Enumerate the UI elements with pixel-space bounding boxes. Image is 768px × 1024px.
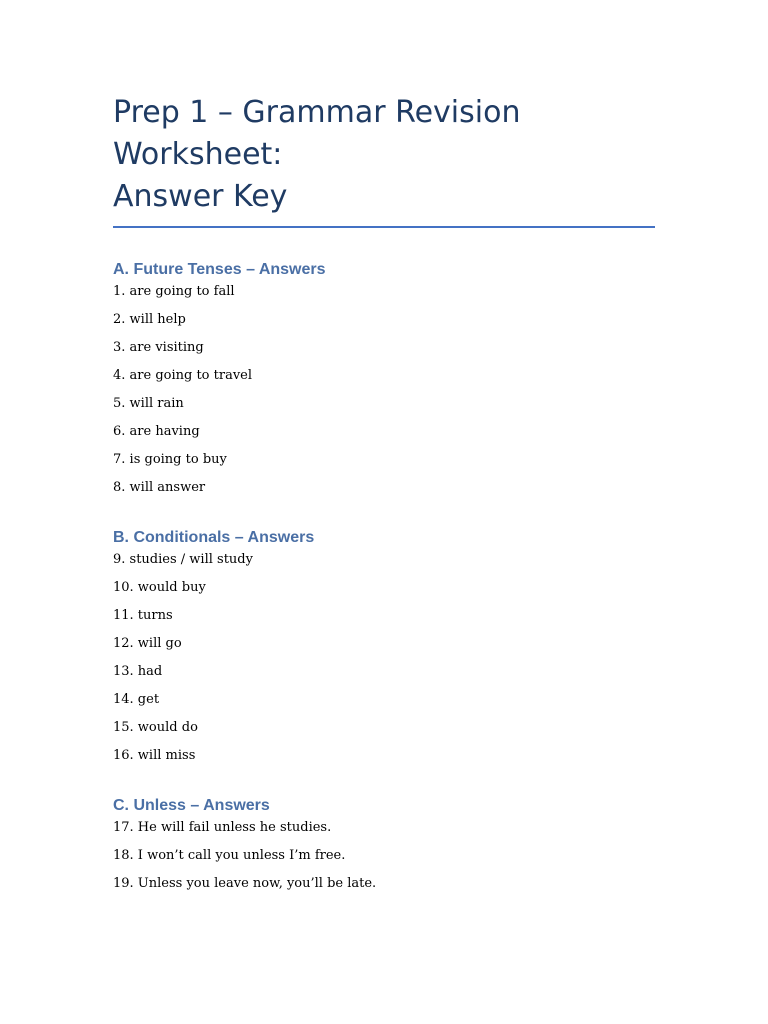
answer-item: 8. will answer: [113, 480, 206, 495]
answer-item: 15. would do: [113, 720, 198, 735]
answer-item: 18. I won’t call you unless I’m free.: [113, 848, 346, 863]
answer-item: 12. will go: [113, 636, 182, 651]
answer-item: 16. will miss: [113, 748, 196, 763]
answer-key-page: [113, 92, 655, 904]
section-heading-unless: C. Unless – Answers: [113, 797, 270, 814]
answer-list-unless: [113, 820, 655, 892]
answer-item: 7. is going to buy: [113, 452, 227, 467]
title-line-2: Answer Key: [113, 179, 288, 214]
answer-item: 9. studies / will study: [113, 552, 253, 567]
answer-list-future-tenses: [113, 284, 655, 496]
answer-item: 11. turns: [113, 608, 173, 623]
answer-item: 13. had: [113, 664, 163, 679]
answer-item: 17. He will fail unless he studies.: [113, 820, 332, 835]
title-line-1: Prep 1 – Grammar Revision Worksheet:: [113, 95, 521, 172]
title-underline: [113, 226, 655, 228]
answer-list-conditionals: [113, 552, 655, 764]
answer-item: 2. will help: [113, 312, 186, 327]
section-heading-conditionals: B. Conditionals – Answers: [113, 529, 315, 546]
answer-item: 10. would buy: [113, 580, 206, 595]
section-heading-future-tenses: A. Future Tenses – Answers: [113, 261, 326, 278]
answer-item: 6. are having: [113, 424, 200, 439]
answer-item: 1. are going to fall: [113, 284, 235, 299]
answer-item: 4. are going to travel: [113, 368, 253, 383]
page-title: [113, 92, 655, 218]
answer-item: 14. get: [113, 692, 160, 707]
answer-item: 3. are visiting: [113, 340, 204, 355]
answer-item: 5. will rain: [113, 396, 184, 411]
answer-item: 19. Unless you leave now, you’ll be late.: [113, 876, 377, 891]
